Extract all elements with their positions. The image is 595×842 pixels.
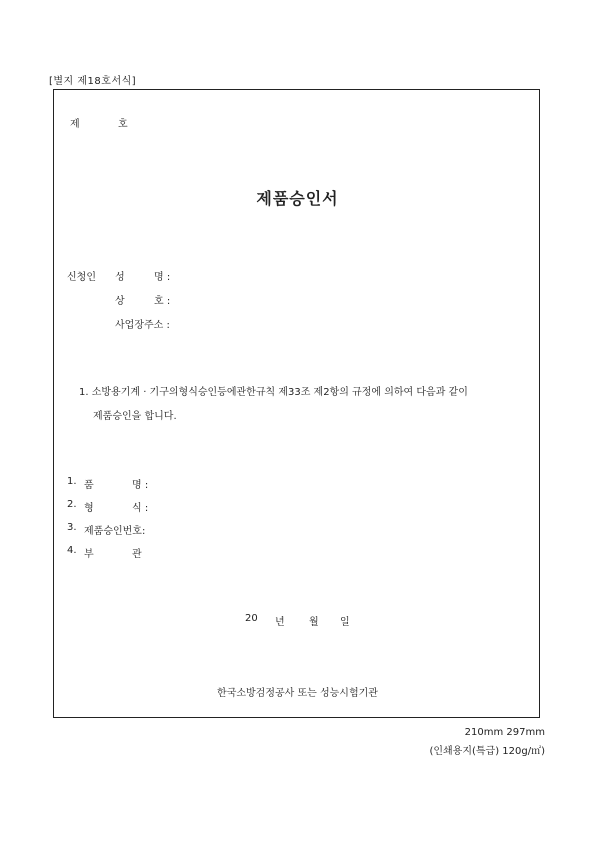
issuer-name: 한국소방검정공사 또는 성능시험기관 — [217, 688, 378, 699]
date-year-prefix: 20 — [245, 613, 258, 624]
item-4-number: 4. — [67, 545, 77, 556]
item-2-number: 2. — [67, 499, 77, 510]
paper-type-note: (인쇄용지(특급) 120g/㎡) — [429, 746, 545, 757]
paper-size-note: 210mm 297mm — [464, 727, 545, 738]
body-text-line-1: 1. 소방용기계 · 기구의형식승인등에관한규칙 제33조 제2항의 규정에 의하여 다음과 같이 — [79, 387, 468, 398]
body-text-line-2: 제품승인을 합니다. — [93, 411, 177, 422]
date-day-label: 일 — [340, 617, 350, 628]
applicant-name-label-b: 명 : — [154, 272, 171, 283]
item-4-label-a: 부 — [84, 549, 94, 560]
applicant-trade-label-a: 상 — [115, 296, 125, 307]
applicant-name-label-a: 성 — [115, 272, 125, 283]
item-1-label-a: 품 — [84, 480, 94, 491]
item-3-label: 제품승인번호: — [84, 526, 146, 537]
item-3-number: 3. — [67, 522, 77, 533]
applicant-address-label: 사업장주소 : — [115, 320, 170, 331]
applicant-section-label: 신청인 — [67, 272, 96, 283]
form-border — [53, 89, 540, 718]
item-4-label-b: 관 — [132, 549, 142, 560]
date-year-label: 년 — [275, 617, 285, 628]
date-month-label: 월 — [309, 617, 319, 628]
number-suffix: 호 — [118, 119, 128, 130]
form-number-label: [별지 제18호서식] — [49, 76, 137, 87]
item-2-label-a: 형 — [84, 503, 94, 514]
item-1-number: 1. — [67, 476, 77, 487]
number-prefix: 제 — [70, 119, 80, 130]
item-2-label-b: 식 : — [132, 503, 149, 514]
page-title: 제품승인서 — [256, 189, 339, 208]
item-1-label-b: 명 : — [132, 480, 149, 491]
applicant-trade-label-b: 호 : — [154, 296, 171, 307]
